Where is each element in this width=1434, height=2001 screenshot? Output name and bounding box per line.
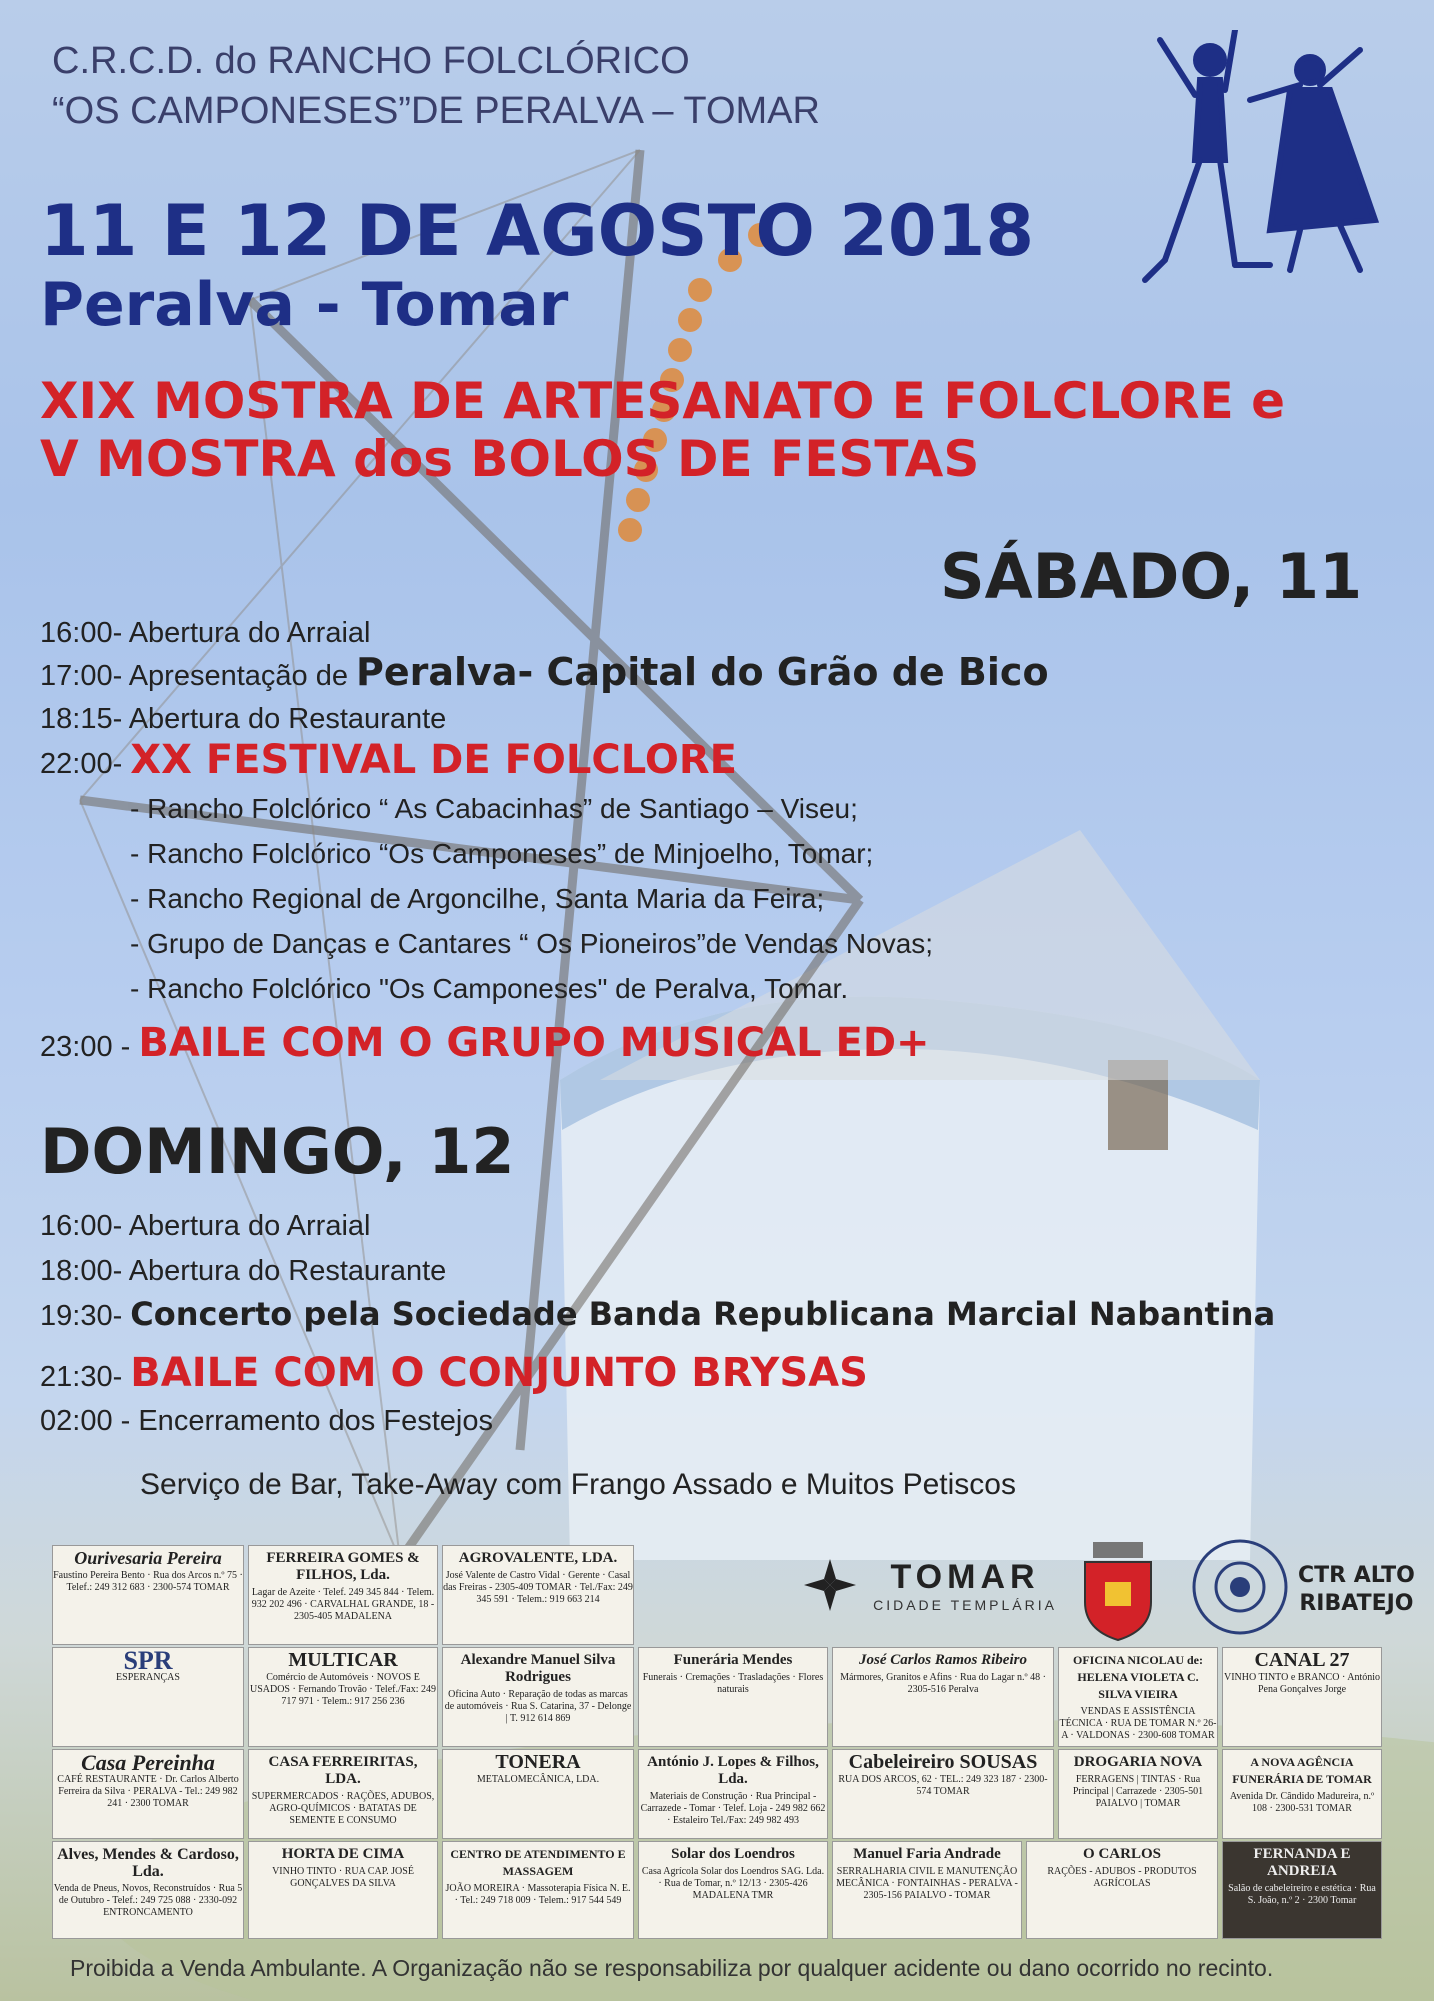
dancers-logo-icon xyxy=(1140,30,1390,320)
sponsor-ad xyxy=(442,1545,634,1645)
event-dates: 11 E 12 DE AGOSTO 2018 xyxy=(40,190,1035,272)
sponsor-info: ESPERANÇAS xyxy=(116,1672,180,1683)
sponsor-name: CASA FERREIRITAS, LDA. xyxy=(268,1754,418,1787)
sponsor-ad xyxy=(52,1545,244,1645)
sponsor-ad xyxy=(638,1841,828,1939)
sponsor-name: TONERA xyxy=(495,1751,581,1773)
sponsor-info: VINHO TINTO e BRANCO · António Pena Gonçalves Jorge xyxy=(1223,1672,1380,1695)
sponsor-ad xyxy=(638,1647,828,1747)
time: 02:00 - xyxy=(40,1405,139,1437)
folklore-federation-logo-icon xyxy=(1190,1537,1290,1637)
concert-title: Concerto pela Sociedade Banda Republicana Marcial Nabantina xyxy=(130,1295,1276,1333)
sponsor-name: A NOVA AGÊNCIA FUNERÁRIA DE TOMAR xyxy=(1232,1755,1372,1786)
sat-item-1 xyxy=(40,617,371,650)
sponsor-ad xyxy=(832,1749,1054,1839)
sponsor-info: Casa Agrícola Solar dos Loendros SAG. Lda. · Rua de Tomar, n.º 12/13 · 2305-426 MADALENA TMR xyxy=(641,1866,825,1901)
sat-item-3 xyxy=(40,703,446,736)
sponsor-name: SPR xyxy=(123,1647,173,1675)
sponsor-info: RAÇÕES - ADUBOS - PRODUTOS AGRÍCOLAS xyxy=(1047,1866,1197,1889)
sponsor-info: FERRAGENS | TINTAS · Rua Principal | Carrazede · 2305-501 PAIALVO | TOMAR xyxy=(1072,1774,1204,1809)
sponsor-name: Alexandre Manuel Silva Rodrigues xyxy=(460,1652,616,1685)
sponsor-ad xyxy=(1222,1647,1382,1747)
organizer-line-2: “OS CAMPONESES”DE PERALVA – TOMAR xyxy=(52,90,820,132)
sponsor-info: JOÃO MOREIRA · Massoterapia Física N. E. · Tel.: 249 718 009 · Telem.: 917 544 549 xyxy=(445,1883,631,1906)
sponsor-info: Funerais · Cremações · Trasladações · Flores naturais xyxy=(642,1672,824,1695)
sponsor-name: FERNANDA E ANDREIA xyxy=(1253,1846,1351,1879)
tomar-tagline: CIDADE TEMPLÁRIA xyxy=(873,1596,1057,1613)
templar-cross-icon xyxy=(800,1555,860,1615)
time: 23:00 - xyxy=(40,1031,139,1063)
sat-item-2 xyxy=(40,650,1049,694)
service-note: Serviço de Bar, Take-Away com Frango Assado e Muitos Petiscos xyxy=(140,1468,1016,1501)
mostra-line-1: XIX MOSTRA DE ARTESANATO E FOLCLORE e xyxy=(40,372,1286,430)
ctr-line-1: CTR ALTO xyxy=(1298,1563,1415,1588)
festival-title: XX FESTIVAL DE FOLCLORE xyxy=(130,737,737,783)
sponsor-info: SUPERMERCADOS · RAÇÕES, ADUBOS, AGRO-QUÍMICOS · BATATAS DE SEMENTE E CONSUMO xyxy=(251,1791,435,1826)
sponsor-ad xyxy=(52,1647,244,1747)
sun-item-2 xyxy=(40,1255,446,1288)
sponsor-info: Materiais de Construção · Rua Principal - Carrazede - Tomar · Telef. Loja - 249 982 662 · Estaleiro Tel./Fax: 249 982 493 xyxy=(640,1791,826,1826)
mostra-line-2: V MOSTRA dos BOLOS DE FESTAS xyxy=(40,430,980,488)
sponsor-ad xyxy=(52,1749,244,1839)
sponsor-name: MULTICAR xyxy=(288,1649,398,1671)
activity: Abertura do Arraial xyxy=(128,1210,371,1242)
sponsor-info: Avenida Dr. Cândido Madureira, n.º 108 · 2300-531 TOMAR xyxy=(1229,1791,1375,1814)
activity: Apresentação de xyxy=(128,660,357,692)
sponsor-ad xyxy=(248,1841,438,1939)
time: 19:30- xyxy=(40,1300,131,1332)
sat-item-last xyxy=(40,1020,930,1066)
activity: Abertura do Arraial xyxy=(128,617,371,649)
folk-group-3: - Rancho Regional de Argoncilhe, Santa Maria da Feira; xyxy=(130,883,825,914)
sponsor-name: José Carlos Ramos Ribeiro xyxy=(859,1652,1027,1668)
footer-disclaimer: Proibida a Venda Ambulante. A Organização não se responsabiliza por qualquer acidente ou dano ocorrido no recinto. xyxy=(70,1955,1274,1981)
sponsor-name: OFICINA NICOLAU de: HELENA VIOLETA C. SILVA VIEIRA xyxy=(1072,1653,1203,1701)
sponsor-info: SERRALHARIA CIVIL E MANUTENÇÃO MECÂNICA · FONTAINHAS - PERALVA - 2305-156 PAIALVO - TOMAR xyxy=(836,1866,1018,1901)
sponsor-info: Salão de cabeleireiro e estética · Rua S. João, n.º 2 · 2300 Tomar xyxy=(1228,1883,1376,1906)
sponsor-ad xyxy=(1058,1647,1218,1747)
sponsor-ad xyxy=(442,1749,634,1839)
sponsor-info: Mármores, Granitos e Afins · Rua do Lagar n.º 48 · 2305-516 Peralva xyxy=(840,1672,1046,1695)
organizer-line-1: C.R.C.D. do RANCHO FOLCLÓRICO xyxy=(52,40,690,82)
sponsor-name: Alves, Mendes & Cardoso, Lda. xyxy=(57,1846,239,1880)
sun-item-5 xyxy=(40,1405,493,1438)
sponsor-ad xyxy=(248,1647,438,1747)
sponsor-ad xyxy=(442,1841,634,1939)
sun-item-4 xyxy=(40,1350,868,1396)
sponsor-ad xyxy=(832,1647,1054,1747)
sponsor-info: VENDAS E ASSISTÊNCIA TÉCNICA · RUA DE TOMAR N.º 26-A · VALDONAS · 2300-608 TOMAR xyxy=(1059,1706,1217,1741)
time: 22:00- xyxy=(40,748,131,780)
saturday-heading: SÁBADO, 11 xyxy=(940,540,1363,613)
sponsor-info: CAFÉ RESTAURANTE · Dr. Carlos Alberto Ferreira da Silva · PERALVA - Tel.: 249 982 241 · 2300 TOMAR xyxy=(57,1774,239,1809)
activity-highlight: Peralva- Capital do Grão de Bico xyxy=(356,650,1049,694)
sponsor-name: António J. Lopes & Filhos, Lda. xyxy=(647,1754,819,1787)
sponsor-ad xyxy=(638,1749,828,1839)
folk-group-1: - Rancho Folclórico “ As Cabacinhas” de Santiago – Viseu; xyxy=(130,793,858,824)
time: 21:30- xyxy=(40,1361,131,1393)
sponsor-name: Casa Pereinha xyxy=(81,1750,215,1775)
sponsor-info: Faustino Pereira Bento · Rua dos Arcos n.º 75 · Telef.: 249 312 683 · 2300-574 TOMAR xyxy=(53,1570,243,1593)
sunday-heading: DOMINGO, 12 xyxy=(40,1115,515,1188)
sponsor-name: Cabeleireiro SOUSAS xyxy=(848,1751,1038,1773)
sponsor-info: VINHO TINTO · RUA CAP. JOSÉ GONÇALVES DA SILVA xyxy=(272,1866,414,1889)
sponsor-info: Oficina Auto · Reparação de todas as marcas de automóveis · Rua S. Catarina, 37 - Delonge | T. 912 614 869 xyxy=(444,1689,632,1724)
sponsor-info: Venda de Pneus, Novos, Reconstruídos · Rua 5 de Outubro - Telef.: 249 725 088 · 2330-092 ENTRONCAMENTO xyxy=(53,1883,243,1918)
sponsor-name: DROGARIA NOVA xyxy=(1073,1754,1203,1770)
time: 16:00- xyxy=(40,1210,129,1242)
sponsor-name: O CARLOS xyxy=(1083,1846,1161,1862)
dance-title: BAILE COM O GRUPO MUSICAL ED+ xyxy=(138,1020,930,1066)
folk-group-4: - Grupo de Danças e Cantares “ Os Pioneiros”de Vendas Novas; xyxy=(130,928,934,959)
sponsor-ad xyxy=(832,1841,1022,1939)
sponsor-info: METALOMECÂNICA, LDA. xyxy=(476,1774,600,1785)
time: 16:00- xyxy=(40,617,129,649)
sponsor-name: AGROVALENTE, LDA. xyxy=(458,1550,618,1566)
sun-item-3 xyxy=(40,1295,1275,1333)
activity: Abertura do Restaurante xyxy=(128,1255,447,1287)
sponsor-name: CANAL 27 xyxy=(1254,1649,1350,1671)
sponsor-info: Lagar de Azeite · Telef. 249 345 844 · Telem. 932 202 496 · CARVALHAL GRANDE, 18 - 2305-405 MADALENA xyxy=(251,1587,435,1622)
tomar-wordmark: TOMAR xyxy=(890,1557,1040,1596)
activity: Encerramento dos Festejos xyxy=(138,1405,493,1437)
time: 17:00- xyxy=(40,660,129,692)
sponsor-name: Funerária Mendes xyxy=(673,1652,793,1668)
ctr-line-2: RIBATEJO xyxy=(1299,1591,1414,1616)
ctr-alto-ribatejo-logo xyxy=(1298,1562,1415,1618)
folk-group-2: - Rancho Folclórico “Os Camponeses” de Minjoelho, Tomar; xyxy=(130,838,874,869)
time: 18:15- xyxy=(40,703,129,735)
time: 18:00- xyxy=(40,1255,129,1287)
sponsor-name: FERREIRA GOMES & FILHOS, Lda. xyxy=(266,1550,420,1583)
tomar-logo xyxy=(800,1555,1057,1615)
dance-title: BAILE COM O CONJUNTO BRYSAS xyxy=(130,1350,868,1396)
peralva-coat-of-arms-icon xyxy=(1075,1540,1161,1644)
event-place: Peralva - Tomar xyxy=(40,270,569,340)
sponsor-ad xyxy=(52,1841,244,1939)
sponsor-info: RUA DOS ARCOS, 62 · TEL.: 249 323 187 · 2300-574 TOMAR xyxy=(838,1774,1048,1797)
sponsor-name: CENTRO DE ATENDIMENTO E MASSAGEM xyxy=(450,1847,626,1878)
sponsor-ad xyxy=(442,1647,634,1747)
sponsor-info: José Valente de Castro Vidal · Gerente · Casal das Freiras - 2305-409 TOMAR · Tel./Fax: 249 345 591 · Telem.: 919 663 214 xyxy=(443,1570,633,1605)
sponsor-ad xyxy=(1058,1749,1218,1839)
sun-item-1 xyxy=(40,1210,371,1243)
sat-item-4 xyxy=(40,737,737,783)
sponsor-ad xyxy=(248,1749,438,1839)
sponsor-name: Manuel Faria Andrade xyxy=(853,1846,1001,1862)
folk-group-5: - Rancho Folclórico "Os Camponeses" de Peralva, Tomar. xyxy=(130,973,849,1004)
activity: Abertura do Restaurante xyxy=(128,703,447,735)
printer-credit xyxy=(4,1640,26,1940)
sponsor-name: HORTA DE CIMA xyxy=(281,1846,405,1862)
sponsor-ad xyxy=(1222,1841,1382,1939)
sponsor-name: Solar dos Loendros xyxy=(671,1846,795,1862)
sponsor-ad xyxy=(248,1545,438,1645)
sponsor-ad xyxy=(1222,1749,1382,1839)
sponsor-info: Comércio de Automóveis · NOVOS E USADOS · Fernando Trovão · Telef./Fax: 249 717 971 · Telem.: 917 256 236 xyxy=(249,1672,437,1707)
sponsor-name: Ourivesaria Pereira xyxy=(74,1548,222,1568)
sponsor-ad xyxy=(1026,1841,1218,1939)
